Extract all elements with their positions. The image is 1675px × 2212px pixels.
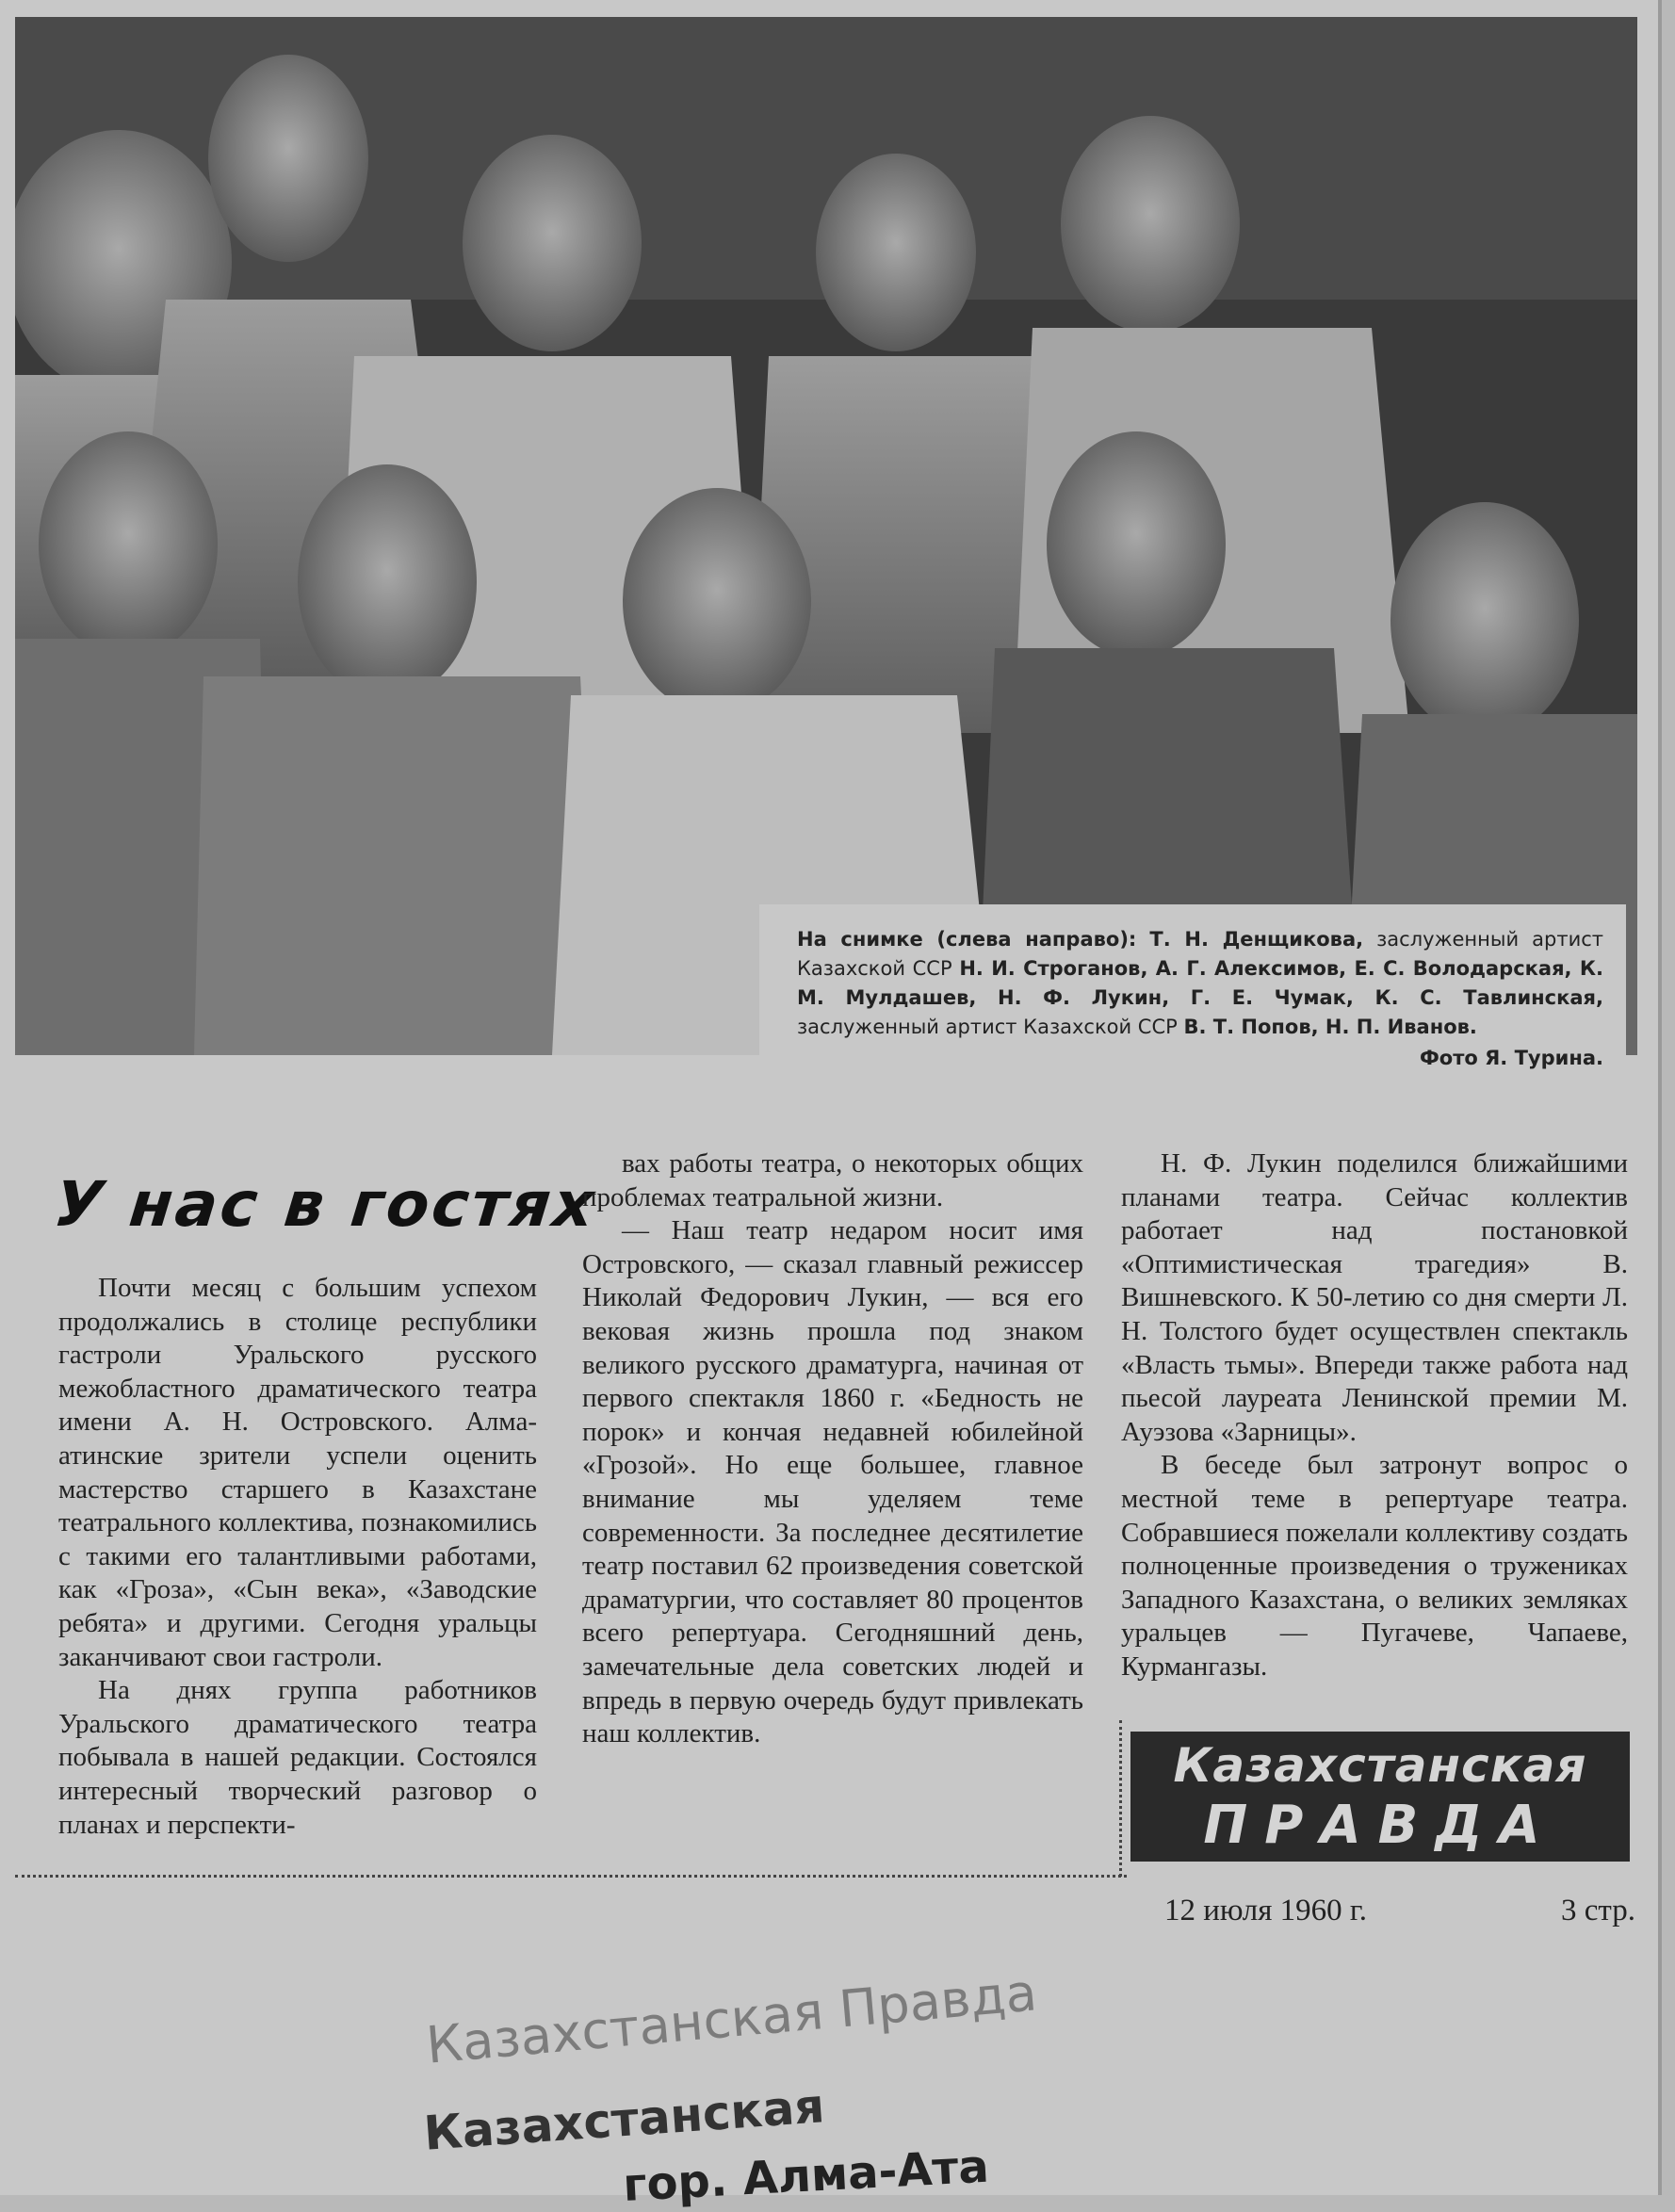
- photo-credit: Фото Я. Турина.: [1419, 1047, 1603, 1069]
- caption-name-1: Т. Н. Денщикова,: [1149, 928, 1364, 951]
- masthead-line-1: Казахстанская: [1173, 1738, 1587, 1793]
- article-column-3: [1121, 1147, 1628, 1684]
- photo-caption: [759, 904, 1626, 1123]
- dateline: [1164, 1894, 1635, 1928]
- group-photo: [15, 17, 1637, 1055]
- caption-names-2: Н. И. Строганов, А. Г. Алексимов, Е. С. Володарская, К. М. Мулдашев, Н. Ф. Лукин, Г. Е. Чумак, К. С. Тавлинская,: [797, 957, 1603, 1009]
- stamp-line-1: Казахстанская Правда: [424, 1962, 1040, 2075]
- paragraph: Почти месяц с большим успехом продолжались в столице республики гастроли Уральского русского межобластного драматического театра имени А. Н. Островского. Алма-атинские зрители успели оценить мастерство старшего в Казахстане театрального коллектива, познакомились с такими его талантливыми работами, как «Гроза», «Сын века», «Заводские ребята» и другими. Сегодня уральцы заканчивают свои гастроли.: [58, 1273, 537, 1672]
- dotted-divider: [15, 1875, 1127, 1878]
- stamp-line-3: гор. Алма-Ата: [622, 2139, 990, 2212]
- page-number: 3 стр.: [1561, 1894, 1635, 1927]
- dotted-divider-vertical: [1119, 1720, 1122, 1877]
- paragraph: Н. Ф. Лукин поделился ближайшими планами театра. Сейчас коллектив работает над постановкой «Оптимистическая трагедия» В. Вишневского. К 50-летию со дня смерти Л. Н. Толстого будет осуществлен спектакль «Власть тьмы». Впереди также работа над пьесой лауреата Ленинской премии М. Ауэзова «Зарницы».: [1121, 1148, 1628, 1447]
- stamp-line-2: Казахстанская: [422, 2078, 826, 2161]
- article-column-2: [582, 1147, 1083, 1751]
- issue-date: 12 июля 1960 г.: [1164, 1894, 1367, 1927]
- article-column-1: [58, 1272, 537, 1842]
- paragraph: На днях группа работников Уральского драматического театра побывала в нашей редакции. Состоялся интересный творческий разговор о планах и перспекти-: [58, 1675, 537, 1840]
- article-headline: У нас в гостях: [50, 1168, 601, 1241]
- paragraph: вах работы театра, о некоторых общих проблемах театральной жизни.: [582, 1148, 1083, 1212]
- caption-names-3: В. Т. Попов, Н. П. Иванов.: [1183, 1016, 1477, 1038]
- caption-lead: На снимке (слева направо):: [797, 928, 1137, 951]
- caption-title-1: заслуженный артист Казахской ССР: [797, 928, 1603, 980]
- masthead-line-2: ПРАВДА: [1203, 1795, 1557, 1856]
- group-photo-image: [15, 17, 1637, 1055]
- caption-title-2: заслуженный артист Казахской ССР: [797, 1016, 1178, 1038]
- paragraph: В беседе был затронут вопрос о местной теме в репертуаре театра. Собравшиеся пожелали коллективу создать полноценные произведения о тружениках Западного Казахстана, о великих земляках уральцев — Пугачеве, Чапаеве, Курмангазы.: [1121, 1450, 1628, 1682]
- paragraph: — Наш театр недаром носит имя Островского, — сказал главный режиссер Николай Федорович Лукин, — вся его вековая жизнь прошла под знаком великого русского драматурга, начиная от первого спектакля 1860 г. «Бедность не порок» и кончая недавней юбилейной «Грозой». Но еще большее, главное внимание мы уделяем теме современности. За последнее десятилетие театр поставил 62 произведения советской драматургии, что составляет 80 процентов всего репертуара. Сегодняшний день, замечательные дела советских людей и впредь в первую очередь будут привлекать наш коллектив.: [582, 1215, 1083, 1749]
- newspaper-masthead: [1130, 1732, 1630, 1862]
